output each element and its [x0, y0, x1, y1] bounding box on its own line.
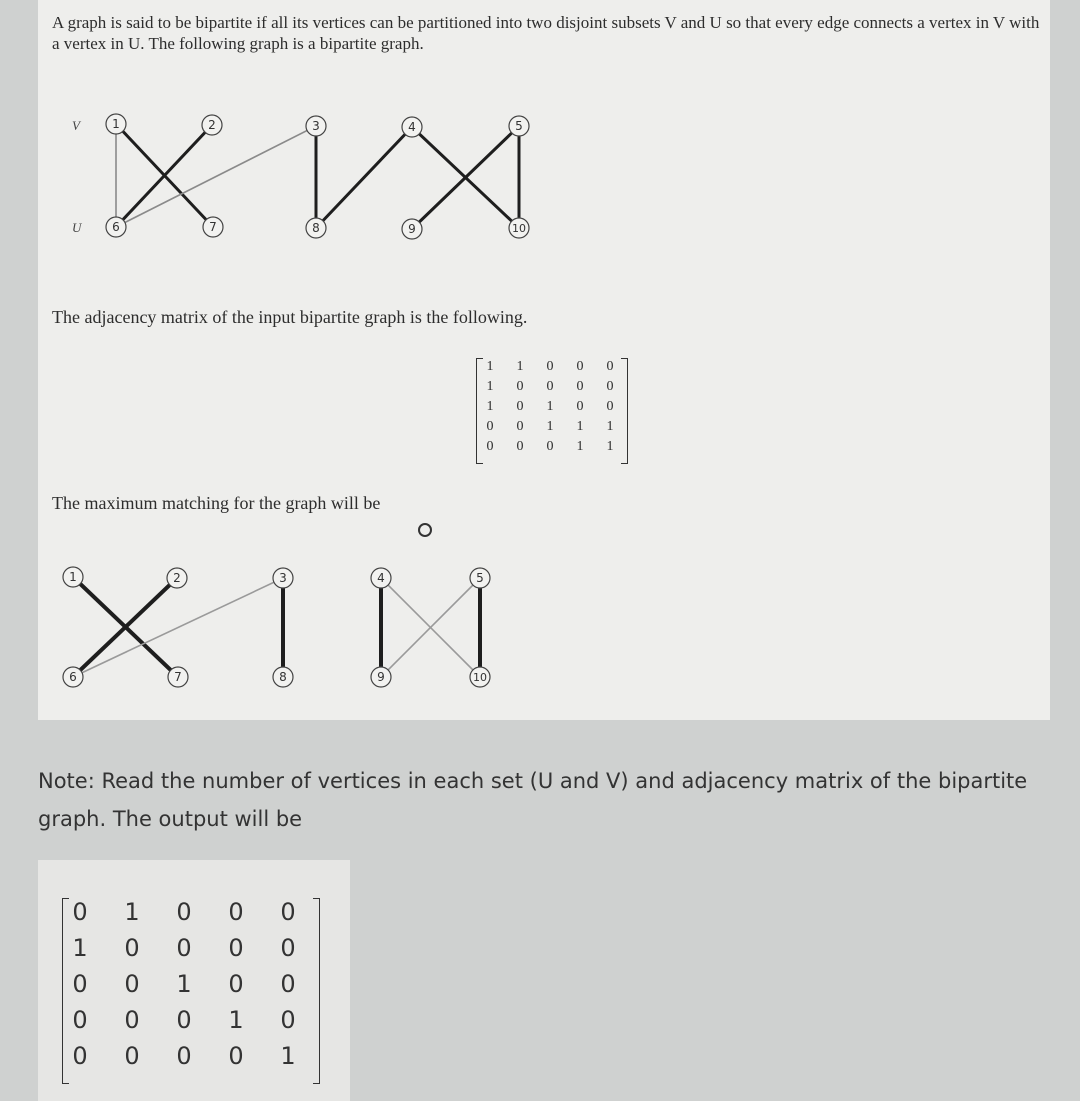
matrix-cell: 1	[546, 419, 554, 434]
svg-text:9: 9	[408, 222, 416, 236]
graph1-node	[306, 218, 326, 238]
svg-text:2: 2	[173, 571, 181, 585]
graph1-node	[306, 116, 326, 136]
graph1-edge	[316, 127, 412, 228]
matrix-cell: 1	[228, 1006, 244, 1034]
graph2-node	[273, 667, 293, 687]
matrix-cell: 0	[228, 970, 244, 998]
matrix-cell: 0	[124, 970, 140, 998]
graph1-node	[509, 116, 529, 136]
matrix-cell: 1	[486, 379, 494, 394]
svg-text:7: 7	[174, 670, 182, 684]
graph2-node	[470, 568, 490, 588]
svg-text:6: 6	[69, 670, 77, 684]
adjacency-matrix	[476, 358, 628, 464]
matrix-cell: 0	[486, 439, 494, 454]
matrix-cell: 0	[124, 1042, 140, 1070]
matrix-cell: 1	[606, 439, 614, 454]
svg-text:4: 4	[377, 571, 385, 585]
matrix-cell: 0	[486, 419, 494, 434]
matrix-cell: 1	[546, 399, 554, 414]
matrix-cell: 0	[280, 970, 296, 998]
matrix-cell: 0	[228, 1042, 244, 1070]
matching-caption: The maximum matching for the graph will be	[52, 493, 381, 513]
bracket-right	[621, 358, 628, 464]
graph1-node	[402, 219, 422, 239]
svg-text:1: 1	[112, 117, 120, 131]
svg-text:8: 8	[279, 670, 287, 684]
matrix-cell: 0	[280, 898, 296, 926]
matrix-cell: 0	[546, 439, 554, 454]
matrix-cell: 1	[72, 934, 88, 962]
graph1-node	[106, 114, 126, 134]
u-set-label: U	[72, 220, 82, 235]
bracket-right	[313, 898, 320, 1084]
note-text: Note: Read the number of vertices in each set (U and V) and adjacency matrix of the bipartite graph. The output will be	[38, 769, 1028, 831]
matrix-cell: 0	[280, 1006, 296, 1034]
svg-text:10: 10	[473, 671, 487, 684]
matrix-cell: 0	[72, 1042, 88, 1070]
svg-text:3: 3	[279, 571, 287, 585]
matrix-cell: 0	[546, 379, 554, 394]
matrix-cell: 0	[72, 1006, 88, 1034]
matrix-cell: 0	[176, 898, 192, 926]
matrix-cell: 1	[176, 970, 192, 998]
graph2-node	[470, 667, 490, 687]
matrix-cell: 0	[516, 379, 524, 394]
matrix-cell: 1	[516, 359, 524, 374]
matrix-cell: 0	[176, 1006, 192, 1034]
graph1-node	[509, 218, 529, 238]
svg-text:6: 6	[112, 220, 120, 234]
matrix-cell: 0	[576, 379, 584, 394]
matrix-cell: 0	[124, 934, 140, 962]
svg-text:10: 10	[512, 222, 526, 235]
matrix-cell: 1	[280, 1042, 296, 1070]
graph1-node	[402, 117, 422, 137]
circle-mark-icon	[419, 524, 431, 536]
svg-text:7: 7	[209, 220, 217, 234]
svg-text:5: 5	[515, 119, 523, 133]
matrix-cell: 0	[72, 970, 88, 998]
graph1-node	[203, 217, 223, 237]
svg-text:1: 1	[69, 570, 77, 584]
matrix-cell: 0	[576, 359, 584, 374]
matrix-cell: 1	[124, 898, 140, 926]
graph2-node	[371, 568, 391, 588]
graph2-node	[63, 567, 83, 587]
svg-text:8: 8	[312, 221, 320, 235]
matrix-cell: 0	[72, 898, 88, 926]
graph2-node	[167, 568, 187, 588]
svg-text:2: 2	[208, 118, 216, 132]
matrix-cell: 0	[516, 419, 524, 434]
matrix-cell: 0	[176, 1042, 192, 1070]
graph1-node	[202, 115, 222, 135]
graph2-node	[371, 667, 391, 687]
matrix-cell: 0	[576, 399, 584, 414]
matrix-cell: 1	[606, 419, 614, 434]
matrix-cell: 0	[228, 934, 244, 962]
graph1-edge	[116, 126, 316, 227]
graph2-node	[273, 568, 293, 588]
matrix-cell: 0	[606, 359, 614, 374]
svg-text:9: 9	[377, 670, 385, 684]
matrix-cell: 0	[124, 1006, 140, 1034]
matrix-cell: 0	[516, 439, 524, 454]
matrix-cell: 0	[516, 399, 524, 414]
matrix-cell: 0	[176, 934, 192, 962]
matrix-cell: 1	[576, 419, 584, 434]
intro-text: A graph is said to be bipartite if all its vertices can be partitioned into two disjoint subsets V and U so that every edge connects a vertex in V with a vertex in U. The following graph is a bipartite graph.	[52, 13, 1040, 53]
matrix-cell: 0	[546, 359, 554, 374]
matrix-cell: 0	[228, 898, 244, 926]
graph2-edge	[73, 578, 283, 677]
svg-text:4: 4	[408, 120, 416, 134]
graph2-node	[168, 667, 188, 687]
adjacency-caption: The adjacency matrix of the input bipartite graph is the following.	[52, 307, 528, 327]
svg-text:5: 5	[476, 571, 484, 585]
matrix-cell: 1	[486, 399, 494, 414]
graph1-node	[106, 217, 126, 237]
matrix-cell: 0	[606, 399, 614, 414]
graph2-node	[63, 667, 83, 687]
matrix-cell: 0	[280, 934, 296, 962]
matrix-cell: 1	[576, 439, 584, 454]
matrix-cell: 0	[606, 379, 614, 394]
bracket-left	[62, 898, 69, 1084]
matrix-cell: 1	[486, 359, 494, 374]
output-matrix	[62, 898, 320, 1084]
v-set-label: V	[72, 118, 80, 133]
svg-text:3: 3	[312, 119, 320, 133]
